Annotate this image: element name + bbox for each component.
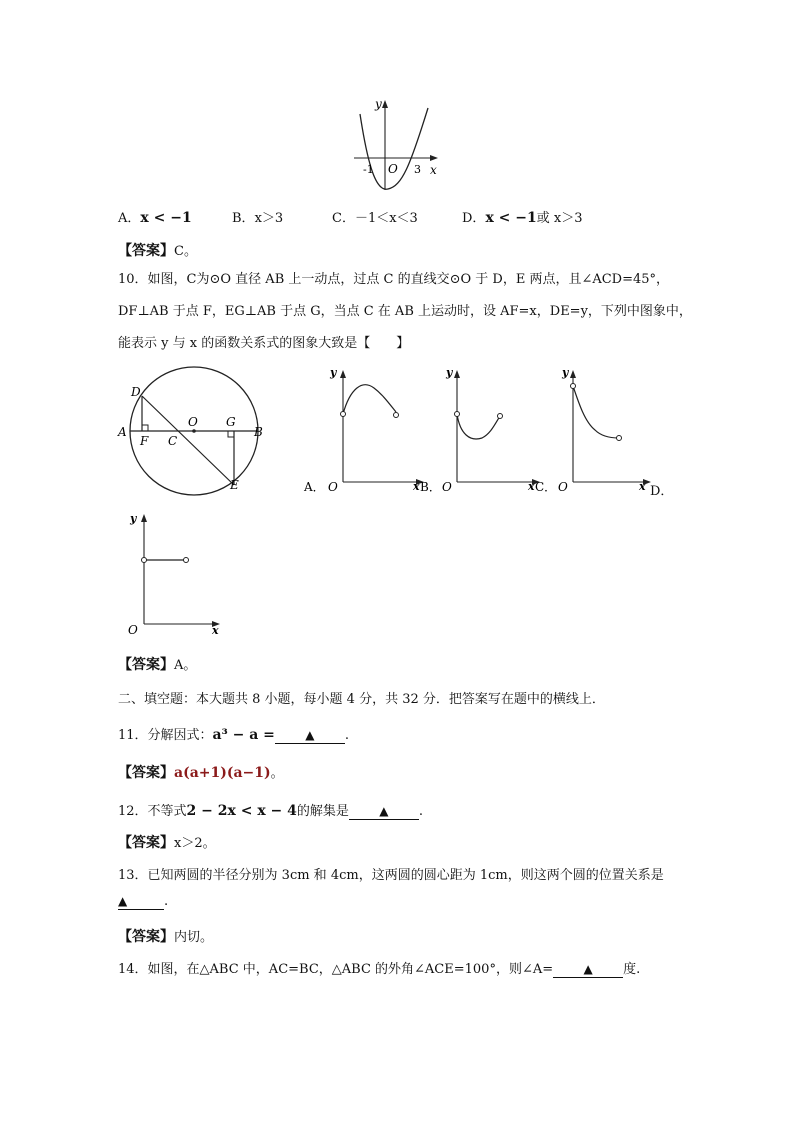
- y-label: y: [446, 366, 453, 379]
- q10-stem-line1: 10．如图，C为⊙O 直径 AB 上一动点，过点 C 的直线交⊙O 于 D，E 两点，且∠ACD=45°，: [118, 272, 670, 287]
- x-label: x: [639, 480, 646, 493]
- option-letter: B．: [420, 480, 441, 494]
- answer-label: 【答案】: [118, 929, 174, 945]
- q11-prefix: 11．分解因式：: [118, 728, 213, 743]
- curve: [457, 414, 500, 439]
- q11-blank: [275, 728, 345, 744]
- q14-blank: [553, 962, 623, 978]
- q10-graph-a: [300, 364, 430, 496]
- answer-end: 。: [270, 766, 284, 781]
- answer-label: 【答案】: [118, 243, 174, 259]
- q14-prefix: 14．如图，在△ABC 中，AC=BC，△ABC 的外角∠ACE=100°，则∠A=: [118, 962, 554, 977]
- x-label: x: [430, 163, 437, 177]
- option-letter: B．: [232, 211, 255, 226]
- q9-parabola-graph: [350, 96, 450, 194]
- curve: [573, 386, 619, 438]
- q9-option-b: [232, 207, 283, 226]
- open-endpoint-right: [394, 413, 399, 418]
- chord-de: [142, 396, 234, 485]
- q12-line: [118, 800, 423, 820]
- y-label: y: [330, 366, 337, 379]
- right-angle-f: [142, 425, 148, 431]
- q9-option-d: [462, 207, 582, 226]
- q11-answer-line: [118, 762, 284, 782]
- x-label: x: [528, 480, 535, 493]
- blank-triangle-icon: ▲: [379, 804, 389, 818]
- open-endpoint-left: [142, 558, 147, 563]
- q14-suffix: 度.: [623, 962, 641, 977]
- q11-line: [118, 724, 349, 744]
- root-left-label: -1: [363, 163, 374, 176]
- open-endpoint-right: [617, 436, 622, 441]
- q11-suffix: .: [344, 728, 350, 743]
- option-text: x < −1: [140, 210, 192, 226]
- origin-label: O: [388, 162, 398, 176]
- q9-option-a: [118, 207, 192, 226]
- option-text-rest: 或 x＞3: [536, 211, 583, 226]
- y-axis-arrow: [382, 100, 388, 108]
- q12-blank: [349, 804, 419, 820]
- origin-label: O: [442, 480, 452, 494]
- y-label: y: [562, 366, 569, 379]
- label-o: O: [188, 415, 198, 429]
- blank-triangle-icon: ▲: [118, 894, 128, 908]
- q13-line2: [118, 894, 168, 910]
- x-label: x: [413, 480, 420, 493]
- answer-text: a(a+1)(a−1): [174, 765, 271, 781]
- blank-triangle-icon: ▲: [305, 728, 315, 742]
- label-b: B: [254, 425, 263, 439]
- center-dot: [192, 429, 196, 433]
- q14-line: [118, 958, 640, 978]
- q10-option-d-letter: D．: [650, 484, 674, 499]
- label-a: A: [118, 425, 127, 439]
- q10-stem-line3: 能表示 y 与 x 的函数关系式的图象大致是【 】: [118, 336, 410, 351]
- q10-graph-c: [535, 364, 657, 496]
- q13-answer-line: [118, 926, 213, 946]
- parabola-curve: [360, 108, 428, 189]
- q9-option-c: [332, 207, 418, 226]
- q12-prefix: 12．不等式: [118, 804, 187, 819]
- option-letter: D．: [462, 211, 486, 226]
- answer-label: 【答案】: [118, 765, 174, 781]
- curve: [343, 385, 396, 414]
- q13-blank: [118, 894, 164, 910]
- y-axis-arrow: [141, 514, 147, 522]
- option-text-bold: x < −1: [485, 210, 537, 226]
- q12-suffix: .: [418, 804, 424, 819]
- open-endpoint-left: [571, 384, 576, 389]
- open-endpoint-left: [341, 412, 346, 417]
- q10-answer-line: [118, 654, 196, 674]
- label-e: E: [230, 478, 239, 492]
- q10-graph-d: [118, 508, 228, 638]
- x-axis-arrow: [430, 155, 438, 161]
- x-label: x: [212, 624, 219, 637]
- q13-line1: 13．已知两圆的半径分别为 3cm 和 4cm，这两圆的圆心距为 1cm，则这两个圆的位置关系是: [118, 868, 664, 883]
- q9-answer-line: [118, 240, 197, 260]
- q13-suffix: .: [164, 894, 169, 909]
- q10-circle-figure: [112, 358, 272, 498]
- label-d: D: [131, 385, 141, 399]
- origin-label: O: [328, 480, 338, 494]
- origin-label: O: [128, 623, 138, 637]
- answer-label: 【答案】: [118, 657, 174, 673]
- answer-text: x＞2。: [174, 836, 216, 851]
- open-endpoint-right: [184, 558, 189, 563]
- blank-triangle-icon: ▲: [583, 962, 593, 976]
- option-letter: C．: [332, 211, 355, 226]
- answer-label: 【答案】: [118, 835, 174, 851]
- option-letter: C．: [535, 480, 557, 494]
- option-letter: A．: [304, 480, 325, 494]
- root-right-label: 3: [414, 163, 421, 176]
- label-f: F: [140, 434, 149, 448]
- answer-text: C。: [174, 244, 197, 259]
- q12-expr: 2 − 2x < x − 4: [186, 803, 297, 819]
- label-c: C: [168, 434, 178, 448]
- option-text: x＞3: [254, 211, 284, 226]
- q10-stem-line2: DF⊥AB 于点 F，EG⊥AB 于点 G，当点 C 在 AB 上运动时，设 AF=x，DE=y，下列中图象中，: [118, 304, 692, 319]
- option-letter: A．: [118, 211, 141, 226]
- y-axis-arrow: [340, 370, 346, 378]
- open-endpoint-left: [455, 412, 460, 417]
- answer-text: 内切。: [174, 930, 214, 945]
- y-axis-arrow: [570, 370, 576, 378]
- y-label: y: [130, 512, 137, 525]
- y-label: y: [375, 97, 382, 111]
- q10-graph-b: [420, 364, 546, 496]
- option-text: －1＜x＜3: [354, 211, 418, 226]
- y-axis-arrow: [454, 370, 460, 378]
- q11-expr: a³ − a =: [212, 727, 275, 743]
- open-endpoint-right: [498, 414, 503, 419]
- section2-heading: 二、填空题：本大题共 8 小题，每小题 4 分，共 32 分．把答案写在题中的横线上．: [118, 692, 605, 707]
- answer-text: A。: [174, 658, 197, 673]
- q12-answer-line: [118, 832, 216, 852]
- label-g: G: [226, 415, 236, 429]
- right-angle-g: [228, 431, 234, 437]
- q12-mid: 的解集是: [296, 804, 349, 819]
- origin-label: O: [558, 480, 568, 494]
